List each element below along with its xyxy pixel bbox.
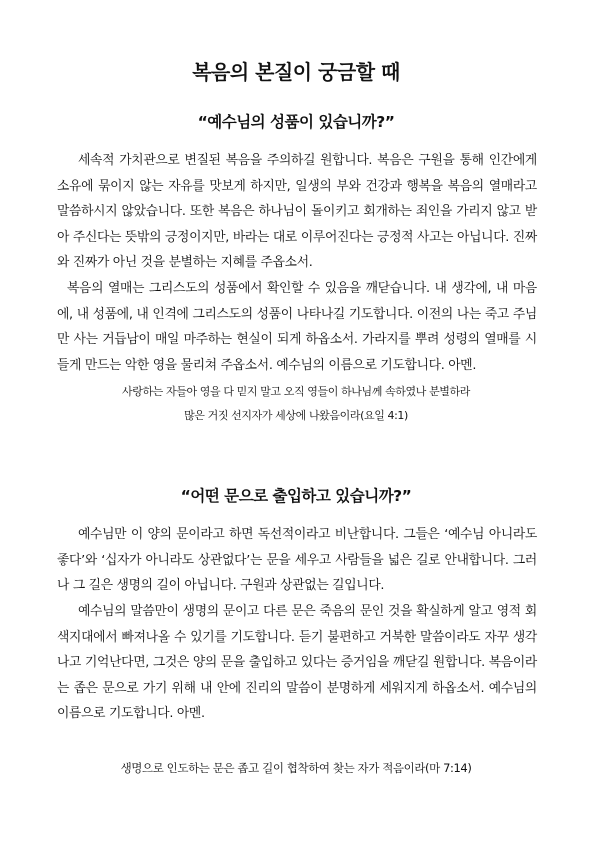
section-1-paragraph-2: 복음의 열매는 그리스도의 성품에서 확인할 수 있음을 깨닫습니다. 내 생각에, 내 마음에, 내 성품에, 내 인격에 그리스도의 성품이 나타나길 기도합니다. 이전의 나는 죽고 주님만 사는 거듭남이 매일 마주하는 현실이 되게 하옵소서. 가라지를 뿌려 성령의 열매를 시들게 만드는 악한 영을 물리쳐 주옵소서. 예수님의 이름으로 기도합니다. 아멘. (57, 281, 537, 373)
section-2-paragraph-1: 예수님만 이 양의 문이라고 하면 독선적이라고 비난합니다. 그들은 ‘예수님 아니라도 좋다’와 ‘십자가 아니라도 상관없다’는 문을 세우고 사람들을 넓은 길로 안내합니다. 그러나 그 길은 생명의 길이 아닙니다. 구원과 상관없는 길입니다. (57, 527, 537, 593)
page-title: 복음의 본질이 궁금할 때 (192, 60, 400, 84)
section-1-verse-line-2: 많은 거짓 선지자가 세상에 나왔음이라(요일 4:1) (184, 409, 408, 422)
section-1-paragraph-1: 세속적 가치관으로 변질된 복음을 주의하길 원합니다. 복음은 구원을 통해 인간에게 소유에 묶이지 않는 자유를 맛보게 하지만, 일생의 부와 건강과 행복을 복음의 열매라고 말씀하시지 않았습니다. 또한 복음은 하나님이 돌이키고 회개하는 죄인을 가리지 않고 받아 주신다는 뜻밖의 긍정이지만, 바라는 대로 이루어진다는 긍정적 사고는 아닙니다. 진짜와 진짜가 아닌 것을 분별하는 지혜를 주옵소서. (57, 153, 537, 270)
section-2-verse-line-1: 생명으로 인도하는 문은 좁고 길이 협착하여 찾는 자가 적음이라(마 7:14) (120, 761, 472, 775)
section-1-verse-line-1: 사랑하는 자들아 영을 다 믿지 말고 오직 영들이 하나님께 속하였나 분별하라 (122, 385, 470, 398)
section-2-paragraph-2: 예수님의 말씀만이 생명의 문이고 다른 문은 죽음의 문인 것을 확실하게 알고 영적 회색지대에서 빠져나올 수 있기를 기도합니다. 듣기 불편하고 거북한 말씀이라도 자꾸 생각나고 기억난다면, 그것은 양의 문을 출입하고 있다는 증거임을 깨닫길 원합니다. 복음이라는 좁은 문으로 가기 위해 내 안에 진리의 말씀이 분명하게 세워지게 하옵소서. 예수님의 이름으로 기도합니다. 아멘. (57, 604, 537, 721)
section-heading-1: “예수님의 성품이 있습니까?” (197, 113, 395, 131)
section-heading-2: “어떤 문으로 출입하고 있습니까?” (180, 487, 412, 505)
